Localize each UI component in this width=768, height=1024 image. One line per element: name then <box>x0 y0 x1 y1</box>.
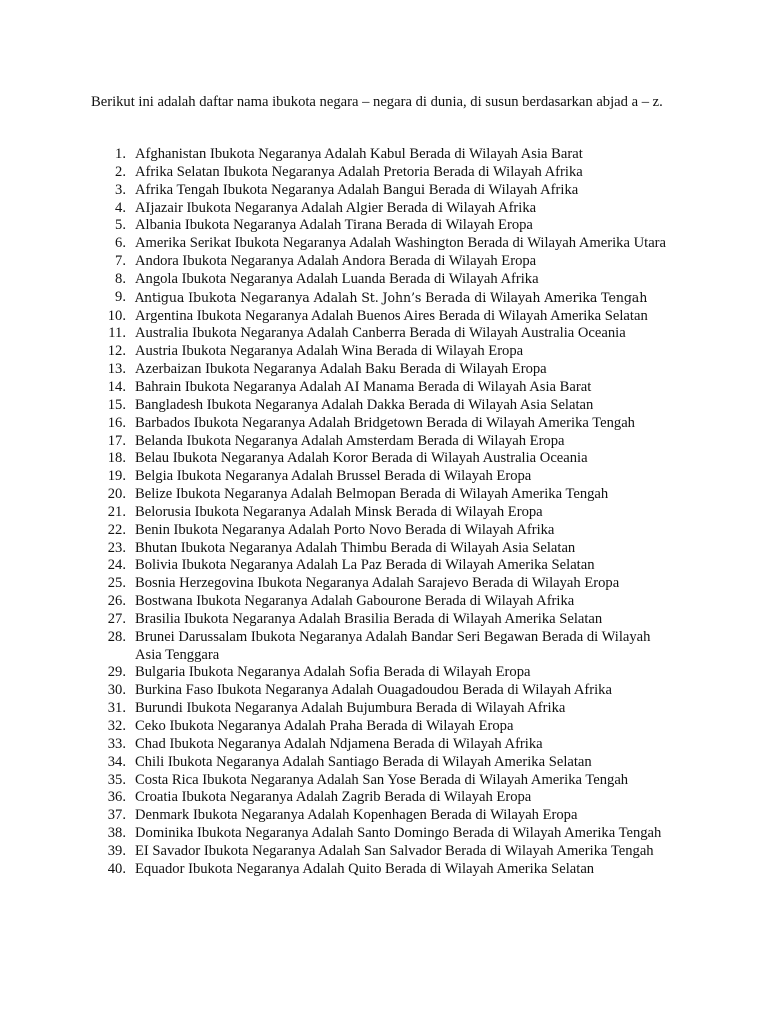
list-item-text: Chad Ibukota Negaranya Adalah Ndjamena Berada di Wilayah Afrika <box>135 735 543 752</box>
list-item-text: AIjazair Ibukota Negaranya Adalah Algier Berada di Wilayah Afrika <box>135 199 537 216</box>
list-item-text: Brasilia Ibukota Negaranya Adalah Brasilia Berada di Wilayah Amerika Selatan <box>135 610 603 627</box>
list-item <box>0 664 675 682</box>
list-item-number: 5. <box>115 217 126 234</box>
list-item-text: Australia Ibukota Negaranya Adalah Canberra Berada di Wilayah Australia Oceania <box>135 325 626 342</box>
list-item-text: Bostwana Ibukota Negaranya Adalah Gabourone Berada di Wilayah Afrika <box>135 593 575 610</box>
list-item <box>0 343 675 361</box>
list-item <box>0 861 675 879</box>
list-item-text: Costa Rica Ibukota Negaranya Adalah San Yose Berada di Wilayah Amerika Tengah <box>135 771 629 788</box>
list-item <box>0 825 675 843</box>
list-item-number: 33. <box>107 735 126 752</box>
list-item <box>0 325 675 343</box>
list-item <box>0 736 675 754</box>
list-item-number: 16. <box>107 414 126 431</box>
list-item <box>0 217 675 235</box>
list-item-number: 38. <box>107 825 126 842</box>
list-item <box>0 468 675 486</box>
list-item <box>0 843 675 861</box>
list-item <box>0 557 675 575</box>
list-item <box>0 308 675 326</box>
list-item-number: 32. <box>107 718 126 734</box>
list-item-text: Angola Ibukota Negaranya Adalah Luanda Berada di Wilayah Afrika <box>135 270 539 287</box>
list-item-number: 39. <box>107 842 126 859</box>
list-item-number: 27. <box>107 610 126 627</box>
list-item-text: Belize Ibukota Negaranya Adalah Belmopan Berada di Wilayah Amerika Tengah <box>135 486 609 503</box>
list-item <box>0 789 675 807</box>
list-item-text: Dominika Ibukota Negaranya Adalah Santo Domingo Berada di Wilayah Amerika Tengah <box>135 825 662 842</box>
list-item-number: 21. <box>107 503 126 520</box>
list-item-number: 14. <box>107 378 126 395</box>
list-item-number: 12. <box>107 343 126 360</box>
list-item <box>0 164 675 182</box>
list-item-number: 26. <box>107 593 126 610</box>
list-item-text: Barbados Ibukota Negaranya Adalah Bridgetown Berada di Wilayah Amerika Tengah <box>135 414 635 431</box>
list-item-text: Antigua Ibukota Negaranya Adalah St. John’s Berada di Wilayah Amerika Tengah <box>135 289 648 305</box>
list-item-number: 11. <box>108 325 126 342</box>
list-item <box>0 540 675 558</box>
list-item-number: 22. <box>107 521 126 538</box>
list-item-text: Amerika Serikat Ibukota Negaranya Adalah Washington Berada di Wilayah Amerika Utara <box>135 235 667 252</box>
list-item-text: Equador Ibukota Negaranya Adalah Quito Berada di Wilayah Amerika Selatan <box>135 860 595 877</box>
list-item-number: 15. <box>107 396 126 413</box>
list-item <box>0 504 675 522</box>
list-item <box>0 807 675 825</box>
list-item-number: 1. <box>115 146 126 162</box>
list-item-number: 35. <box>107 771 126 788</box>
list-item <box>0 754 675 772</box>
list-item-text: Albania Ibukota Negaranya Adalah Tirana Berada di Wilayah Eropa <box>135 217 533 234</box>
list-item-text: EI Savador Ibukota Negaranya Adalah San Salvador Berada di Wilayah Amerika Tengah <box>135 842 654 859</box>
list-item <box>0 629 675 665</box>
list-item <box>0 450 675 468</box>
list-item-text: Belgia Ibukota Negaranya Adalah Brussel Berada di Wilayah Eropa <box>135 468 532 485</box>
list-item-text: Benin Ibukota Negaranya Adalah Porto Novo Berada di Wilayah Afrika <box>135 521 555 538</box>
list-item-number: 2. <box>115 163 126 180</box>
list-item-text: Azerbaizan Ibukota Negaranya Adalah Baku Berada di Wilayah Eropa <box>135 361 547 378</box>
list-item-number: 9. <box>115 288 126 305</box>
list-item-text: Argentina Ibukota Negaranya Adalah Buenos Aires Berada di Wilayah Amerika Selatan <box>135 307 648 324</box>
list-item-text: Belau Ibukota Negaranya Adalah Koror Berada di Wilayah Australia Oceania <box>135 450 588 467</box>
list-item <box>0 575 675 593</box>
list-item-text: Andora Ibukota Negaranya Adalah Andora Berada di Wilayah Eropa <box>135 253 537 270</box>
list-item-number: 28. <box>107 628 126 645</box>
list-item <box>0 433 675 451</box>
list-item-number: 17. <box>107 432 126 449</box>
list-item <box>0 361 675 379</box>
list-item-text: Bahrain Ibukota Negaranya Adalah AI Manama Berada di Wilayah Asia Barat <box>135 378 592 395</box>
list-item-text: Ceko Ibukota Negaranya Adalah Praha Berada di Wilayah Eropa <box>135 718 514 734</box>
list-item-number: 40. <box>107 860 126 877</box>
list-item-number: 6. <box>115 235 126 252</box>
list-item-number: 7. <box>115 253 126 270</box>
list-item-text: Bosnia Herzegovina Ibukota Negaranya Adalah Sarajevo Berada di Wilayah Eropa <box>135 575 620 592</box>
list-item <box>0 182 675 200</box>
list-item-number: 13. <box>107 361 126 378</box>
list-item <box>0 700 675 718</box>
list-item-number: 20. <box>107 486 126 503</box>
list-item-text: Belorusia Ibukota Negaranya Adalah Minsk Berada di Wilayah Eropa <box>135 503 543 520</box>
list-item <box>0 146 675 164</box>
list-item <box>0 718 675 736</box>
list-item-text: Croatia Ibukota Negaranya Adalah Zagrib Berada di Wilayah Eropa <box>135 789 532 806</box>
list-item-text: Denmark Ibukota Negaranya Adalah Kopenhagen Berada di Wilayah Eropa <box>135 807 578 824</box>
list-item-number: 36. <box>107 789 126 806</box>
list-item <box>0 235 675 253</box>
list-item-text: Bulgaria Ibukota Negaranya Adalah Sofia Berada di Wilayah Eropa <box>135 664 531 681</box>
list-item <box>0 379 675 397</box>
list-item-number: 23. <box>107 539 126 556</box>
list-item <box>0 289 675 308</box>
list-item-number: 19. <box>107 468 126 485</box>
list-item-text: Burkina Faso Ibukota Negaranya Adalah Ouagadoudou Berada di Wilayah Afrika <box>135 682 612 699</box>
list-item <box>0 522 675 540</box>
list-item-number: 8. <box>115 270 126 287</box>
list-item-number: 29. <box>107 664 126 681</box>
list-item-number: 30. <box>107 682 126 699</box>
list-item-text: Belanda Ibukota Negaranya Adalah Amsterdam Berada di Wilayah Eropa <box>135 432 565 449</box>
list-item-number: 37. <box>107 807 126 824</box>
list-item <box>0 271 675 289</box>
list-item <box>0 593 675 611</box>
list-item-text: Burundi Ibukota Negaranya Adalah Bujumbura Berada di Wilayah Afrika <box>135 700 566 717</box>
list-item-text: Bhutan Ibukota Negaranya Adalah Thimbu Berada di Wilayah Asia Selatan <box>135 539 576 556</box>
list-item <box>0 611 675 629</box>
list-item <box>0 200 675 218</box>
list-item-text: Austria Ibukota Negaranya Adalah Wina Berada di Wilayah Eropa <box>135 343 524 360</box>
list-item-text: Afrika Selatan Ibukota Negaranya Adalah Pretoria Berada di Wilayah Afrika <box>135 163 583 180</box>
list-item <box>0 253 675 271</box>
list-item-text: Bolivia Ibukota Negaranya Adalah La Paz Berada di Wilayah Amerika Selatan <box>135 557 595 574</box>
capital-list <box>0 146 768 879</box>
list-item-text: Bangladesh Ibukota Negaranya Adalah Dakka Berada di Wilayah Asia Selatan <box>135 396 594 413</box>
list-item-number: 4. <box>115 199 126 216</box>
list-item-text: Brunei Darussalam Ibukota Negaranya Adalah Bandar Seri Begawan Berada di Wilayah Asia Tenggara <box>135 628 651 663</box>
list-item-number: 34. <box>107 753 126 770</box>
list-item <box>0 397 675 415</box>
list-item-number: 24. <box>107 557 126 574</box>
list-item <box>0 682 675 700</box>
list-item-number: 31. <box>107 700 126 717</box>
list-item <box>0 772 675 790</box>
list-item-number: 18. <box>107 450 126 467</box>
list-item-text: Afrika Tengah Ibukota Negaranya Adalah Bangui Berada di Wilayah Afrika <box>135 181 579 198</box>
intro-paragraph: Berikut ini adalah daftar nama ibukota negara – negara di dunia, di susun berdasarkan abjad a – z. <box>91 94 663 110</box>
list-item-number: 10. <box>107 307 126 324</box>
list-item-text: Chili Ibukota Negaranya Adalah Santiago Berada di Wilayah Amerika Selatan <box>135 753 592 770</box>
list-item <box>0 486 675 504</box>
list-item <box>0 415 675 433</box>
list-item-number: 25. <box>107 575 126 592</box>
list-item-text: Afghanistan Ibukota Negaranya Adalah Kabul Berada di Wilayah Asia Barat <box>135 146 583 162</box>
list-item-number: 3. <box>115 181 126 198</box>
